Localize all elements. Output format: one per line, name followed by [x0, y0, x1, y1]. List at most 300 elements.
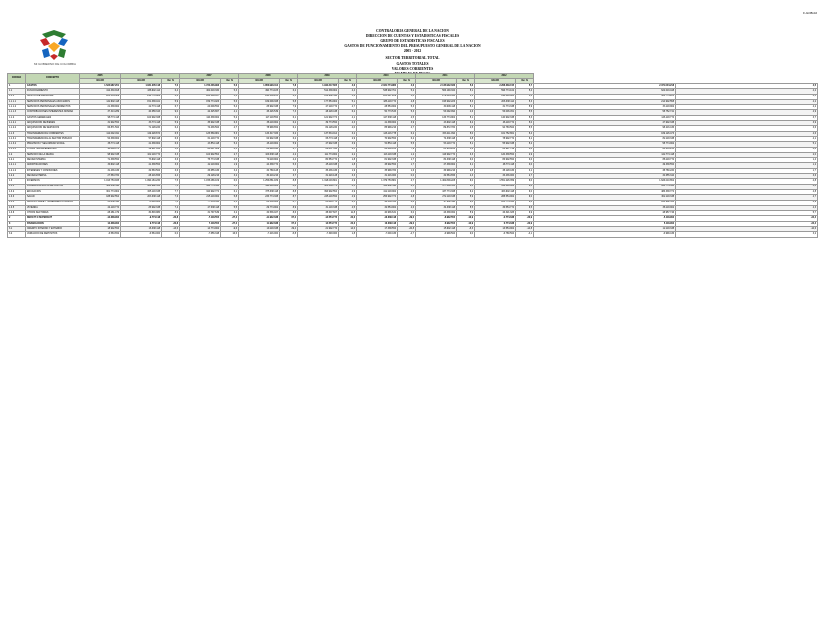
- value-cell: 412.118.902: [357, 189, 398, 194]
- value-cell: 302.118.338: [534, 195, 676, 200]
- value-cell: 20.897.089: [180, 147, 221, 152]
- value-subheader: VALOR: [80, 79, 121, 84]
- variation-cell: 3,1: [457, 163, 475, 168]
- variation-cell: 6,0: [516, 195, 534, 200]
- code-cell: 1.2.1.1: [8, 163, 26, 168]
- value-cell: 1.155.486.109: [180, 179, 221, 184]
- concept-cell: TRANSFERENCIAS AL SECTOR PUBLICO: [26, 136, 80, 141]
- value-cell: 32.563.564: [121, 168, 162, 173]
- value-cell: -6.999.436: [534, 232, 676, 237]
- value-cell: 201.554.309: [80, 94, 121, 99]
- value-cell: 512.338.902: [298, 89, 339, 94]
- code-cell: 1.1: [8, 89, 26, 94]
- variation-cell: 6,0: [516, 184, 534, 189]
- value-cell: 10.338.118: [357, 221, 398, 226]
- value-cell: 102.118.774: [121, 152, 162, 157]
- value-cell: 34.655.344: [534, 174, 676, 179]
- code-cell: 1.1.3.2: [8, 142, 26, 147]
- value-cell: 188.902.554: [80, 195, 121, 200]
- variation-cell: 0,0: [398, 174, 416, 179]
- value-cell: 30.009.118: [416, 105, 457, 110]
- variation-cell: 8,7: [280, 200, 298, 205]
- concept-cell: AGUA POTABLE Y SANEAMIENTO BASICO: [26, 200, 80, 205]
- variation-cell: 5,9: [516, 105, 534, 110]
- value-cell: 125.569.981: [180, 131, 221, 136]
- value-cell: 612.118.902: [475, 184, 516, 189]
- variation-cell: 4,6: [457, 110, 475, 115]
- year-header: 2008: [239, 74, 298, 79]
- code-cell: 1.1.1.3: [8, 110, 26, 115]
- concept-cell: FINANCIACION: [26, 221, 80, 226]
- value-cell: 38.774.118: [80, 142, 121, 147]
- value-cell: 54.338.902: [80, 136, 121, 141]
- value-cell: 108.902.554: [534, 200, 676, 205]
- variation-cell: -20,8: [398, 227, 416, 232]
- value-cell: 28.216.656: [121, 174, 162, 179]
- value-cell: 31.216.000: [357, 174, 398, 179]
- value-cell: 88.118.774: [534, 158, 676, 163]
- value-cell: 104.902.338: [121, 115, 162, 120]
- variation-cell: 2,9: [516, 152, 534, 157]
- value-cell: 33.118.902: [534, 105, 676, 110]
- code-cell: 3.1: [8, 227, 26, 232]
- value-cell: 45.118.338: [298, 163, 339, 168]
- variation-cell: 3,1: [516, 168, 534, 173]
- variation-cell: 3,0: [516, 163, 534, 168]
- variation-cell: 4,4: [280, 158, 298, 163]
- value-cell: -7.118.554: [180, 216, 221, 221]
- value-cell: 66.774.118: [298, 136, 339, 141]
- variation-cell: 1,2: [398, 152, 416, 157]
- value-cell: 21.338.902: [80, 105, 121, 110]
- variation-cell: 3,2: [221, 174, 239, 179]
- value-cell: 12.338.902: [80, 221, 121, 226]
- value-cell: 86.902.554: [475, 158, 516, 163]
- code-cell: 1.1.1.2: [8, 105, 26, 110]
- variation-cell: 6,0: [457, 200, 475, 205]
- variation-cell: 4,3: [457, 174, 475, 179]
- value-cell: 42.118.902: [180, 163, 221, 168]
- concept-cell: SERVICIOS PERSONALES ASOCIADOS: [26, 99, 80, 104]
- value-cell: 2.145.902.336: [416, 84, 457, 89]
- value-cell: 226.109.447: [180, 94, 221, 99]
- variation-cell: 6,0: [516, 189, 534, 194]
- variation-cell: 4,5: [398, 115, 416, 120]
- value-cell: 57.902.118: [121, 136, 162, 141]
- concept-cell: VIVIENDA: [26, 205, 80, 210]
- variation-cell: 5,1: [457, 115, 475, 120]
- variation-cell: 6,0: [221, 179, 239, 184]
- value-cell: 437.774.338: [416, 189, 457, 194]
- value-cell: 34.780.128: [239, 168, 280, 173]
- value-cell: 121.902.774: [298, 115, 339, 120]
- value-cell: 41.338.902: [357, 121, 398, 126]
- variation-cell: 3,9: [398, 121, 416, 126]
- value-cell: 24.009.554: [180, 105, 221, 110]
- value-cell: 306.774.201: [534, 94, 676, 99]
- value-cell: 27.118.774: [298, 105, 339, 110]
- value-cell: 344.902.774: [180, 189, 221, 194]
- concept-cell: INTERESES Y COMISIONES: [26, 168, 80, 173]
- variation-cell: -23,9: [516, 221, 534, 226]
- variation-cell: -23,9: [516, 216, 534, 221]
- variation-cell: 3,3: [162, 152, 180, 157]
- concept-cell: ADQUISICION DE BIENES: [26, 121, 80, 126]
- concept-cell: FORMACION BRUTA DE CAPITAL: [26, 184, 80, 189]
- variation-cell: -10,6: [676, 227, 818, 232]
- variation-cell: 4,9: [676, 110, 818, 115]
- variation-cell: 4,8: [398, 99, 416, 104]
- variation-cell: 5,1: [676, 142, 818, 147]
- variation-cell: 4,8: [398, 200, 416, 205]
- code-cell: 1.1.2.2: [8, 126, 26, 131]
- variation-cell: 1,9: [221, 163, 239, 168]
- variation-cell: 1,6: [398, 168, 416, 173]
- value-cell: 6.774.338: [475, 221, 516, 226]
- variation-cell: 5,9: [457, 195, 475, 200]
- variation-cell: 6,2: [280, 131, 298, 136]
- year-header: 2007: [180, 74, 239, 79]
- value-cell: 25.954.202: [416, 147, 457, 152]
- value-cell: 1.551.226.359: [475, 179, 516, 184]
- variation-cell: 5,2: [398, 89, 416, 94]
- value-cell: -6.564.000: [121, 232, 162, 237]
- value-cell: 25.902.338: [239, 105, 280, 110]
- value-cell: 120.338.554: [475, 152, 516, 157]
- value-cell: 566.190.334: [416, 89, 457, 94]
- variation-cell: 6,5: [516, 205, 534, 210]
- value-cell: -8.902.554: [416, 216, 457, 221]
- value-cell: 47.902.338: [534, 121, 676, 126]
- value-cell: 61.118.774: [180, 136, 221, 141]
- value-cell: 84.338.118: [416, 158, 457, 163]
- variation-cell: 67,2: [280, 221, 298, 226]
- variation-cell: 5,3: [280, 163, 298, 168]
- variation-cell: 4,6: [676, 131, 818, 136]
- variation-cell: 2,0: [676, 152, 818, 157]
- variation-cell: 7,4: [162, 205, 180, 210]
- variation-cell: 4,6: [398, 205, 416, 210]
- value-subheader: VALOR: [416, 79, 457, 84]
- variation-cell: -24,4: [676, 216, 818, 221]
- value-cell: 27.338.118: [180, 205, 221, 210]
- variation-cell: 7,0: [162, 84, 180, 89]
- variation-cell: 4,7: [221, 126, 239, 131]
- variation-cell: 3,3: [457, 152, 475, 157]
- variation-cell: 6,9: [516, 211, 534, 216]
- variation-cell: 6,0: [457, 184, 475, 189]
- variation-cell: 6,2: [280, 121, 298, 126]
- variation-cell: 6,5: [162, 131, 180, 136]
- value-cell: 38.118.902: [534, 205, 676, 210]
- variation-cell: 5,1: [457, 142, 475, 147]
- variation-cell: 67,2: [280, 216, 298, 221]
- value-cell: -12.338.902: [80, 216, 121, 221]
- value-cell: 71.338.554: [80, 158, 121, 163]
- value-cell: 37.313.289: [80, 110, 121, 115]
- value-cell: 24.660.106: [357, 147, 398, 152]
- variation-cell: -8,3: [457, 227, 475, 232]
- code-cell: 1.3.5: [8, 205, 26, 210]
- variation-cell: 5,9: [280, 142, 298, 147]
- code-cell: 1.2.1: [8, 158, 26, 163]
- variation-cell: 7,3: [280, 110, 298, 115]
- variation-cell: -20,8: [162, 221, 180, 226]
- concept-cell: EDUCACION: [26, 189, 80, 194]
- variation-cell: 5,4: [221, 142, 239, 147]
- value-cell: 122.774.118: [534, 152, 676, 157]
- value-cell: 94.783.564: [475, 126, 516, 131]
- value-cell: 35.436.436: [298, 168, 339, 173]
- variation-cell: 3,2: [676, 232, 818, 237]
- value-cell: 104.902.554: [180, 152, 221, 157]
- value-cell: 490.774.105: [239, 89, 280, 94]
- value-cell: 1.942.317.605: [298, 84, 339, 89]
- concept-cell: ADQUISICION DE SERVICIOS: [26, 126, 80, 131]
- variation-cell: -13,9: [457, 221, 475, 226]
- code-cell: 1.3.2: [8, 189, 26, 194]
- value-cell: 81.902.338: [357, 158, 398, 163]
- value-cell: -7.348.000: [298, 232, 339, 237]
- value-cell: 256.902.774: [357, 195, 398, 200]
- variation-cell: 4,5: [676, 84, 818, 89]
- value-cell: 78.999.652: [239, 126, 280, 131]
- value-cell: 33.436.000: [475, 174, 516, 179]
- value-cell: 38.128.436: [475, 168, 516, 173]
- variation-cell: 5,1: [457, 105, 475, 110]
- variation-cell: 5,4: [221, 105, 239, 110]
- year-header: 2006: [121, 74, 180, 79]
- variation-cell: 2,2: [339, 152, 357, 157]
- variation-cell: 5,5: [516, 126, 534, 131]
- variation-cell: 3,6: [162, 168, 180, 173]
- value-cell: 203.338.118: [121, 195, 162, 200]
- code-cell: 1.1.1: [8, 94, 26, 99]
- variation-cell: 5,3: [398, 105, 416, 110]
- value-cell: 521.338.774: [298, 184, 339, 189]
- variation-cell: 6,2: [339, 110, 357, 115]
- variation-cell: 29,4: [280, 227, 298, 232]
- variation-cell: 5,5: [221, 205, 239, 210]
- variation-cell: 5,5: [398, 142, 416, 147]
- value-cell: 45.902.554: [357, 163, 398, 168]
- variation-subheader: Var. %: [221, 79, 239, 84]
- year-header: 2012: [475, 74, 534, 79]
- variation-cell: 6,2: [280, 89, 298, 94]
- value-cell: 47.338.902: [416, 163, 457, 168]
- value-cell: 98.774.118: [80, 115, 121, 120]
- variation-cell: 2,8: [457, 168, 475, 173]
- value-cell: 43.554.118: [180, 142, 221, 147]
- value-cell: -7.000.436: [357, 232, 398, 237]
- report-titles: [190, 29, 635, 77]
- variation-cell: 5,3: [398, 110, 416, 115]
- variation-cell: 6,3: [221, 121, 239, 126]
- variation-cell: 4,3: [339, 121, 357, 126]
- variation-cell: 8,6: [280, 211, 298, 216]
- variation-cell: 5,0: [516, 121, 534, 126]
- variation-cell: 4,8: [457, 136, 475, 141]
- variation-cell: 4,1: [339, 115, 357, 120]
- value-cell: -14.554.774: [298, 216, 339, 221]
- value-cell: 140.902.338: [475, 115, 516, 120]
- variation-cell: 6,2: [221, 184, 239, 189]
- value-cell: 1.856.993.412: [239, 84, 280, 89]
- year-header: 2010: [357, 74, 416, 79]
- variation-cell: 3,7: [676, 115, 818, 120]
- variation-cell: 2,9: [339, 136, 357, 141]
- variation-cell: 5,2: [516, 142, 534, 147]
- value-cell: 393.902.554: [298, 189, 339, 194]
- value-cell: -6.999.564: [416, 232, 457, 237]
- value-cell: 31.797.639: [180, 211, 221, 216]
- concept-cell: SERVICIOS PERSONALES INDIRECTOS: [26, 105, 80, 110]
- value-cell: 28.233.233: [534, 147, 676, 152]
- value-cell: 577.338.554: [416, 184, 457, 189]
- variation-cell: 3,7: [280, 174, 298, 179]
- value-cell: 40.936.631: [357, 211, 398, 216]
- value-cell: 26.947.749: [475, 147, 516, 152]
- value-cell: 32.554.902: [357, 205, 398, 210]
- value-cell: -10.338.118: [357, 216, 398, 221]
- value-cell: 206.338.114: [475, 99, 516, 104]
- variation-cell: 16,6: [221, 232, 239, 237]
- variation-cell: -13,6: [162, 227, 180, 232]
- value-cell: 27.563.784: [80, 174, 121, 179]
- value-cell: 103.774.338: [475, 200, 516, 205]
- variation-cell: 4,2: [676, 99, 818, 104]
- value-cell: 43.338.062: [416, 211, 457, 216]
- value-cell: 30.219.216: [239, 174, 280, 179]
- value-cell: 31.220.128: [298, 174, 339, 179]
- value-cell: 33.655.436: [180, 168, 221, 173]
- value-cell: 71.128.220: [121, 126, 162, 131]
- variation-cell: 4,5: [339, 184, 357, 189]
- variation-cell: 4,9: [339, 179, 357, 184]
- variation-subheader: Var. %: [457, 79, 475, 84]
- value-cell: 161.752.861: [475, 131, 516, 136]
- value-cell: 80.554.774: [298, 158, 339, 163]
- concept-cell: SERVICIO DE LA DEUDA: [26, 152, 80, 157]
- variation-cell: 4,0: [339, 126, 357, 131]
- value-cell: 2.031.774.980: [357, 84, 398, 89]
- variation-cell: 4,5: [339, 205, 357, 210]
- value-cell: 31.774.338: [475, 105, 516, 110]
- variation-cell: 1,7: [676, 168, 818, 173]
- variation-cell: 6,0: [398, 211, 416, 216]
- value-cell: 30.803.980: [121, 211, 162, 216]
- value-cell: 596.774.102: [475, 89, 516, 94]
- variation-cell: 5,2: [221, 115, 239, 120]
- variation-cell: 5,6: [221, 84, 239, 89]
- value-cell: 44.338.774: [239, 163, 280, 168]
- value-cell: 133.317.336: [239, 131, 280, 136]
- value-cell: 38.780.220: [534, 168, 676, 173]
- variation-cell: 4,9: [676, 200, 818, 205]
- variation-cell: 1,8: [339, 232, 357, 237]
- concept-cell: DEUDA INTERNA: [26, 158, 80, 163]
- value-cell: 77.554.338: [180, 200, 221, 205]
- variation-cell: 7,0: [162, 200, 180, 205]
- value-cell: 66.871.564: [80, 126, 121, 131]
- value-cell: 68.338.118: [80, 200, 121, 205]
- value-cell: 79.118.902: [239, 158, 280, 163]
- code-cell: 2: [8, 216, 26, 221]
- concept-cell: VARIACION DE DEPOSITOS: [26, 232, 80, 237]
- value-cell: 288.554.902: [475, 195, 516, 200]
- variation-cell: -4,7: [398, 232, 416, 237]
- value-cell: 113.118.338: [357, 152, 398, 157]
- value-subheader: VALOR: [180, 79, 221, 84]
- concept-cell: SALUD: [26, 195, 80, 200]
- value-cell: 53.118.774: [416, 142, 457, 147]
- variation-cell: -20,8: [162, 216, 180, 221]
- value-cell: 46.118.774: [475, 121, 516, 126]
- variation-cell: 5,3: [221, 131, 239, 136]
- value-cell: 74.338.118: [416, 136, 457, 141]
- value-cell: 544.902.118: [357, 184, 398, 189]
- value-cell: 34.338.118: [416, 205, 457, 210]
- value-cell: 1.524.987.201: [80, 84, 121, 89]
- variation-cell: -29,0: [398, 216, 416, 221]
- code-cell: 1.1.2.1: [8, 121, 26, 126]
- value-cell: 92.338.554: [357, 200, 398, 205]
- variation-cell: 6,1: [280, 115, 298, 120]
- value-cell: 431.902.554: [121, 184, 162, 189]
- value-cell: 31.118.338: [298, 205, 339, 210]
- variation-cell: 6,0: [516, 200, 534, 205]
- value-cell: 49.338.554: [534, 163, 676, 168]
- variation-cell: 6,3: [280, 94, 298, 99]
- variation-cell: 8,7: [280, 195, 298, 200]
- variation-cell: -13,9: [457, 216, 475, 221]
- variation-cell: 7,7: [162, 189, 180, 194]
- value-cell: 58.774.902: [534, 142, 676, 147]
- title-line: DIRECCION DE CUENTAS Y ESTADISTICAS FISCALES: [365, 34, 460, 39]
- variation-cell: 5,0: [398, 94, 416, 99]
- value-cell: 7.118.554: [180, 221, 221, 226]
- value-cell: 84.338.902: [239, 200, 280, 205]
- value-cell: 58.752.741: [534, 110, 676, 115]
- value-cell: 82.118.338: [534, 136, 676, 141]
- value-cell: 9.774.118: [121, 221, 162, 226]
- value-cell: -11.902.338: [239, 216, 280, 221]
- value-cell: 21.902.774: [298, 227, 339, 232]
- report-table-container: [7, 73, 818, 238]
- variation-cell: 5,9: [162, 99, 180, 104]
- value-cell: 39.774.554: [298, 121, 339, 126]
- value-cell: 109.338.118: [239, 152, 280, 157]
- value-cell: 22.774.118: [121, 105, 162, 110]
- variation-cell: 0,0: [162, 232, 180, 237]
- code-cell: 3: [8, 221, 26, 226]
- concept-cell: GASTOS: [26, 84, 80, 89]
- value-cell: 1.013.753.945: [80, 179, 121, 184]
- value-cell: 245.118.554: [298, 195, 339, 200]
- value-cell: 265.447.209: [357, 94, 398, 99]
- value-cell: 214.902.558: [534, 99, 676, 104]
- value-cell: 142.902.118: [80, 99, 121, 104]
- concept-cell: CONTRIBUCIONES INHERENTES NOMINA: [26, 110, 80, 115]
- variation-cell: 6,1: [221, 189, 239, 194]
- year-header: 2005: [80, 74, 121, 79]
- variation-cell: 6,6: [162, 136, 180, 141]
- value-cell: 151.338.441: [121, 99, 162, 104]
- value-cell: 73.118.902: [121, 200, 162, 205]
- variation-subheader: Var. %: [398, 79, 416, 84]
- value-cell: 38.607.607: [298, 211, 339, 216]
- variation-cell: 6,0: [457, 179, 475, 184]
